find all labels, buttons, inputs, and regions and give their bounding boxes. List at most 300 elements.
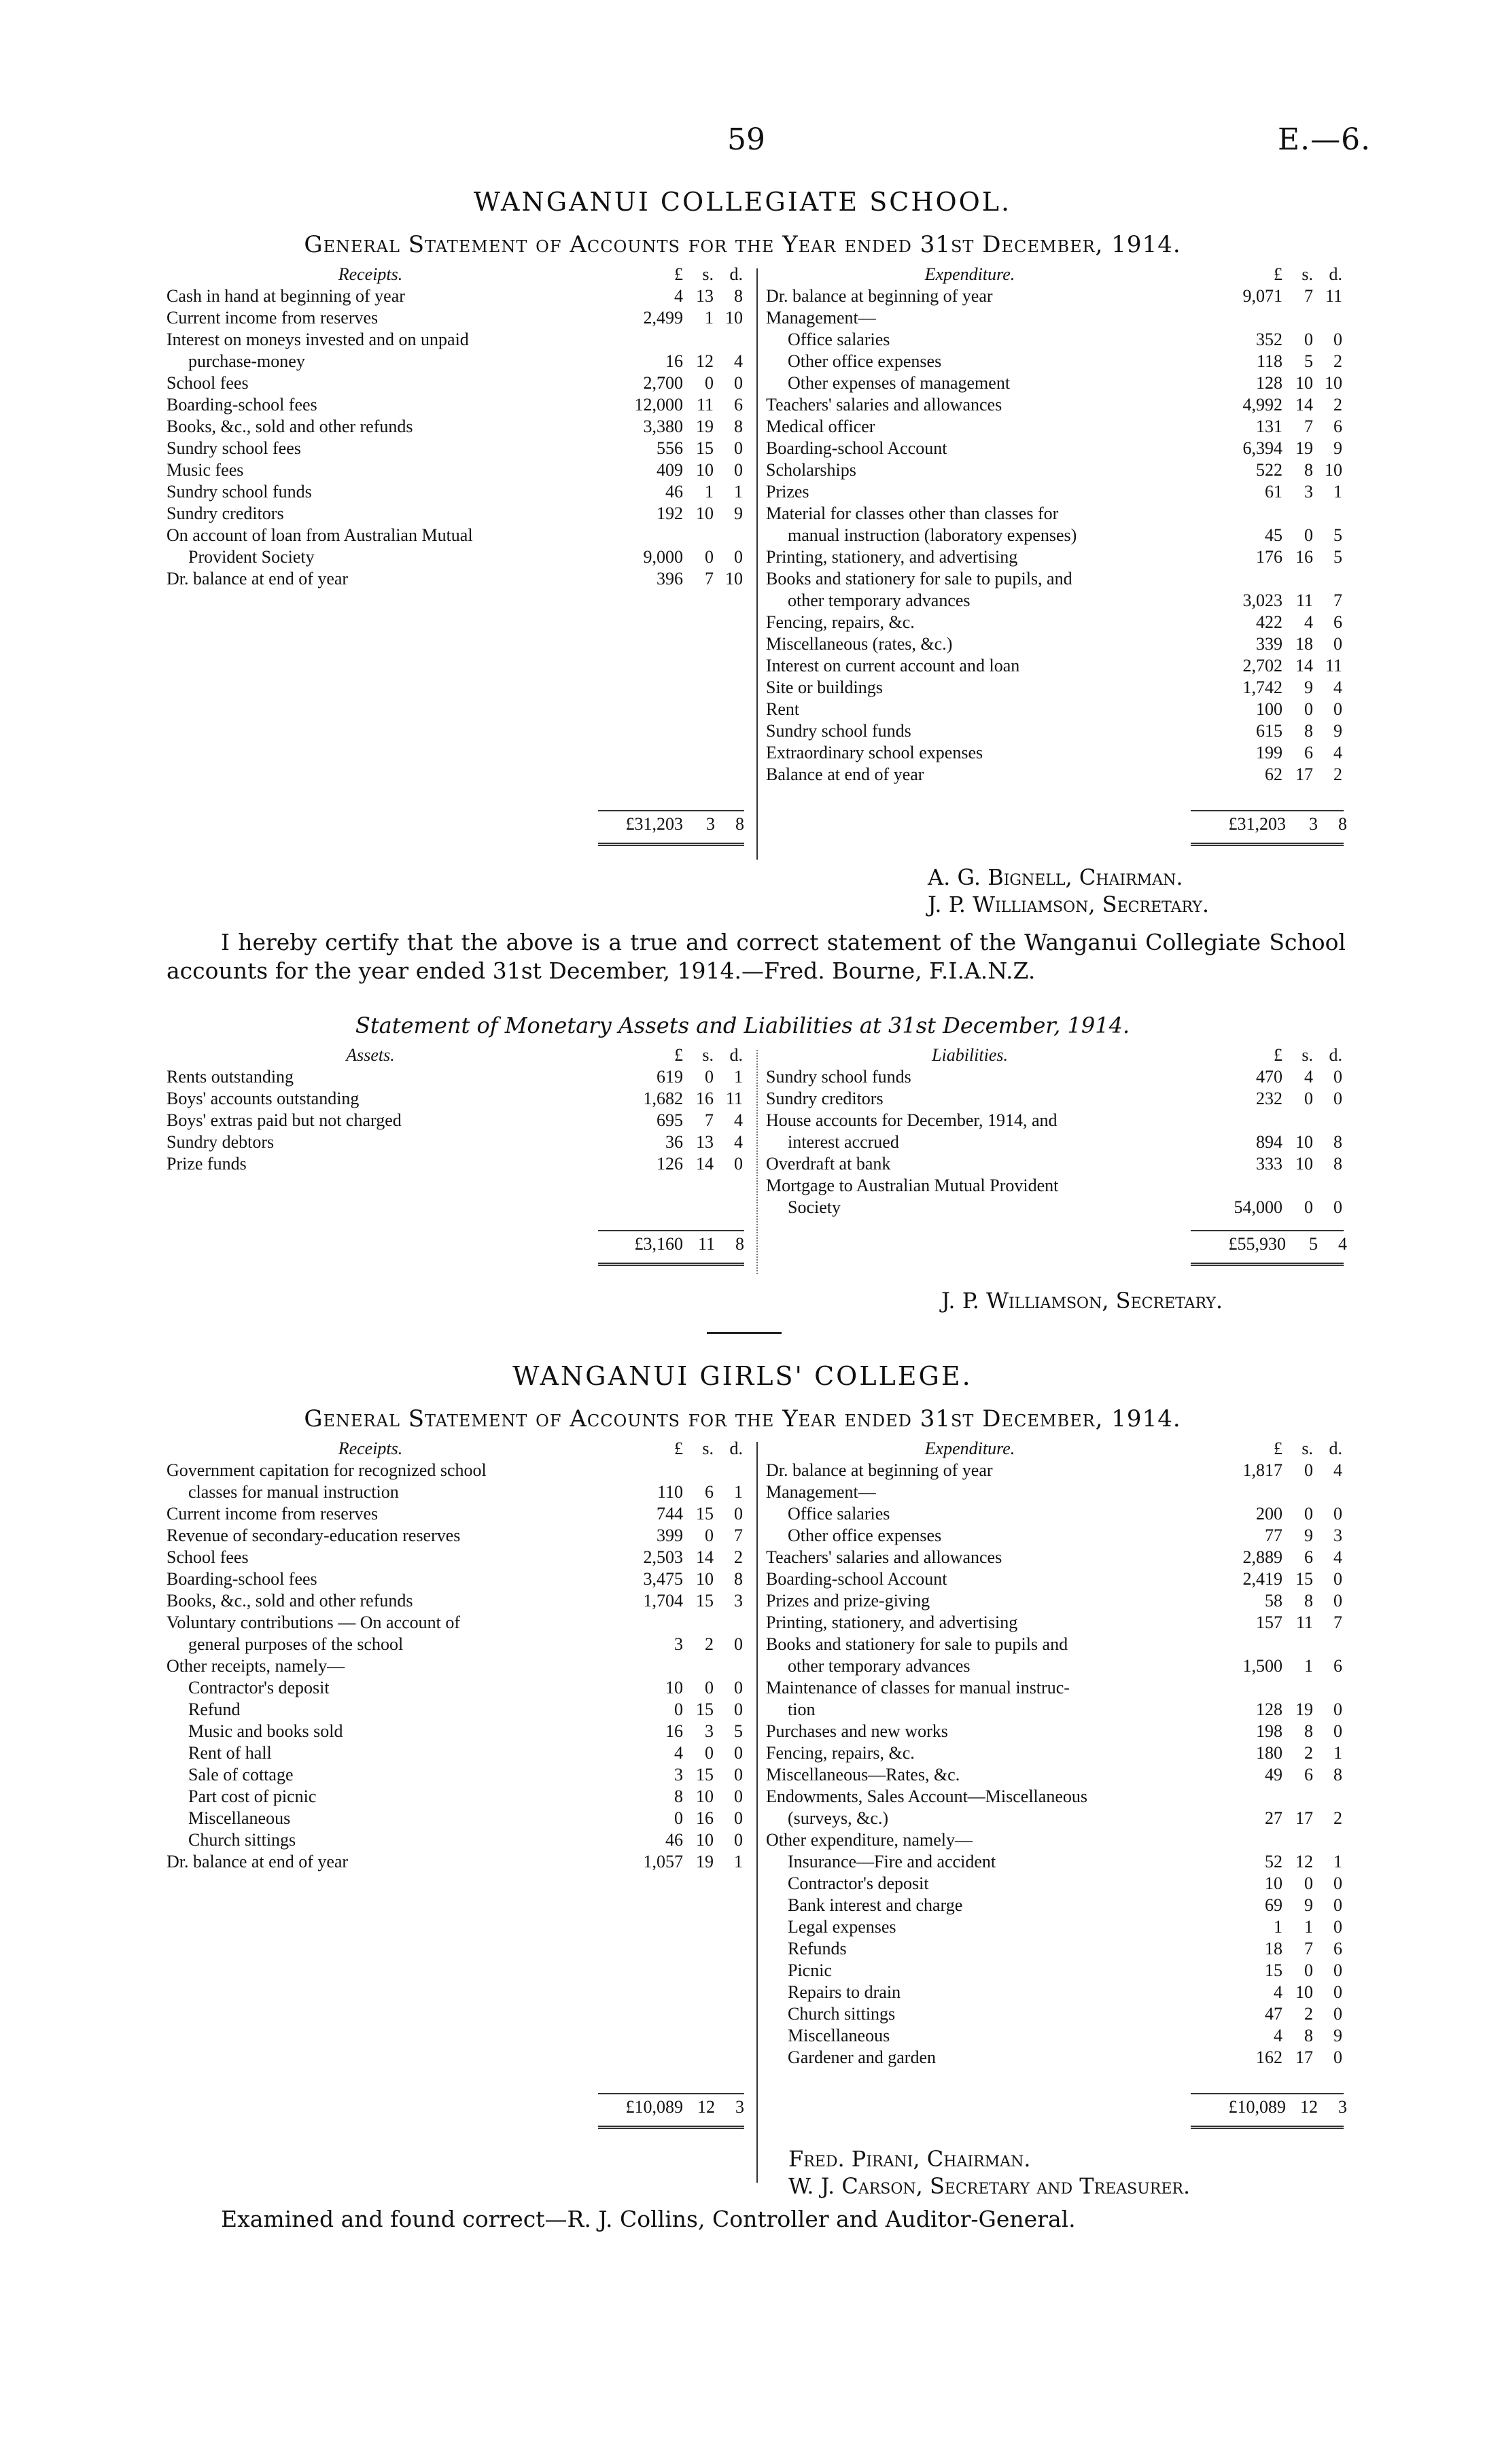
account-label: Miscellaneous (rates, &c.) (766, 634, 953, 654)
amount-l: 2,700 (643, 373, 683, 393)
school1-receipts-rule (598, 810, 744, 811)
account-label: Books and stationery for sale to pupils and (766, 1634, 1068, 1654)
account-row (167, 438, 748, 459)
amount-l: 52 (1265, 1852, 1282, 1871)
amount-s: 11 (1295, 591, 1313, 610)
amount-d: 10 (1325, 373, 1342, 393)
amount-s: 0 (705, 373, 714, 393)
account-label: Prizes and prize-giving (766, 1591, 930, 1611)
column-header-row (766, 1438, 1347, 1460)
account-label: Boarding-school Account (766, 1569, 947, 1589)
amount-d: 4 (734, 1132, 743, 1152)
amount-d: 4 (1333, 743, 1342, 762)
account-label: purchase-money (188, 351, 305, 371)
amount-d: 9 (734, 504, 743, 523)
amount-d: 10 (725, 308, 743, 328)
account-label: Interest on moneys invested and on unpaid (167, 330, 469, 349)
account-label: Contractor's deposit (788, 1873, 929, 1893)
account-label: Site or buildings (766, 677, 883, 697)
amount-s: 0 (1304, 1960, 1313, 1980)
amount-d: 0 (1333, 1067, 1342, 1087)
account-label: manual instruction (laboratory expenses) (788, 525, 1077, 545)
liabilities-rule (1191, 1230, 1344, 1231)
account-row (167, 1525, 748, 1547)
amount-d: 0 (734, 1765, 743, 1784)
amount-d: 0 (734, 547, 743, 567)
amount-d: 8 (734, 1569, 743, 1589)
account-row (167, 546, 748, 568)
account-label: Society (788, 1197, 841, 1217)
account-label: Printing, stationery, and advertising (766, 547, 1018, 567)
amount-d: 0 (1333, 1089, 1342, 1108)
amount-l: 157 (1256, 1613, 1282, 1632)
amount-l: 1 (1274, 1917, 1282, 1937)
amount-s: 1 (705, 308, 714, 328)
amount-s: 7 (1304, 417, 1313, 436)
account-row (766, 1873, 1347, 1895)
account-label: Dr. balance at end of year (167, 569, 349, 588)
account-row (766, 372, 1347, 394)
amount-d: 5 (1333, 547, 1342, 567)
total-s: 12 (697, 2097, 715, 2117)
amount-d: 1 (734, 482, 743, 501)
amount-s: 9 (1304, 1895, 1313, 1915)
col-l-header: £ (1274, 264, 1282, 284)
account-label: Miscellaneous (788, 2026, 890, 2045)
amount-d: 5 (734, 1721, 743, 1741)
column-header: Liabilities. (932, 1045, 1008, 1065)
account-label: other temporary advances (788, 591, 971, 610)
amount-l: 36 (665, 1132, 683, 1152)
amount-d: 0 (1333, 1917, 1342, 1937)
amount-d: 1 (1333, 482, 1342, 501)
account-row (766, 1764, 1347, 1786)
account-row (167, 459, 748, 481)
amount-l: 27 (1265, 1808, 1282, 1828)
amount-d: 0 (734, 1678, 743, 1697)
account-row (766, 1742, 1347, 1764)
amount-s: 6 (705, 1482, 714, 1502)
total-l: £3,160 (634, 1234, 683, 1254)
amount-s: 7 (1304, 1939, 1313, 1958)
account-row (167, 1742, 748, 1764)
amount-d: 0 (734, 1787, 743, 1806)
amount-d: 8 (1333, 1154, 1342, 1174)
account-label: Interest on current account and loan (766, 656, 1020, 675)
amount-s: 8 (1304, 2026, 1313, 2045)
col-l-header: £ (1274, 1439, 1282, 1458)
total-d: 3 (735, 2097, 744, 2117)
page-number: 59 (727, 122, 765, 157)
amount-d: 0 (1333, 1569, 1342, 1589)
account-row (766, 1808, 1347, 1829)
amount-s: 14 (696, 1547, 714, 1567)
amount-l: 199 (1256, 743, 1282, 762)
account-row (766, 677, 1347, 699)
school2-expenditure-rule (1191, 2093, 1344, 2094)
amount-s: 6 (1304, 1547, 1313, 1567)
account-row (766, 1960, 1347, 1982)
amount-s: 10 (696, 504, 714, 523)
amount-s: 8 (1304, 460, 1313, 480)
amount-l: 4 (674, 1743, 683, 1763)
account-label: House accounts for December, 1914, and (766, 1110, 1058, 1130)
school2-examined: Examined and found correct—R. J. Collins, Controller and Auditor-General. (221, 2206, 1076, 2232)
account-row (167, 1634, 748, 1655)
amount-s: 0 (1304, 1460, 1313, 1480)
account-row (766, 416, 1347, 438)
col-d-header: d. (729, 1045, 743, 1065)
account-row (167, 1699, 748, 1721)
amount-d: 9 (1333, 438, 1342, 458)
section-divider (707, 1332, 782, 1334)
amount-d: 7 (734, 1526, 743, 1545)
column-header-row (167, 1044, 748, 1066)
account-row (766, 1829, 1347, 1851)
account-label: Sundry school funds (766, 1067, 911, 1087)
account-label: Sundry school funds (766, 721, 911, 741)
account-row (167, 525, 748, 546)
amount-s: 10 (696, 1830, 714, 1850)
assets-title: Statement of Monetary Assets and Liabilities at 31st December, 1914. (355, 1013, 1130, 1038)
column-header: Expenditure. (924, 264, 1015, 284)
amount-s: 8 (1304, 721, 1313, 741)
amount-d: 10 (725, 569, 743, 588)
account-label: Scholarships (766, 460, 856, 480)
total-s: 3 (1309, 814, 1318, 834)
amount-l: 126 (657, 1154, 683, 1174)
amount-l: 2,503 (643, 1547, 683, 1567)
amount-d: 0 (1333, 699, 1342, 719)
amount-l: 62 (1265, 764, 1282, 784)
account-label: Refund (188, 1700, 241, 1719)
account-label: Material for classes other than classes for (766, 504, 1059, 523)
col-s-header: s. (702, 1045, 714, 1065)
amount-l: 3,475 (643, 1569, 683, 1589)
amount-s: 4 (1304, 1067, 1313, 1087)
amount-d: 3 (1333, 1526, 1342, 1545)
account-label: Overdraft at bank (766, 1154, 891, 1174)
account-label: Rents outstanding (167, 1067, 294, 1087)
total-d: 4 (1338, 1234, 1347, 1254)
account-row (766, 438, 1347, 459)
account-label: Prizes (766, 482, 809, 501)
amount-s: 2 (705, 1634, 714, 1654)
amount-s: 17 (1295, 2047, 1313, 2067)
amount-d: 0 (734, 1743, 743, 1763)
amount-d: 8 (734, 286, 743, 306)
account-label: Refunds (788, 1939, 847, 1958)
account-label: Books, &c., sold and other refunds (167, 417, 413, 436)
account-row (766, 1612, 1347, 1634)
account-row (766, 764, 1347, 786)
school1-receipts-double-rule (598, 843, 744, 846)
account-label: Books and stationery for sale to pupils, and (766, 569, 1072, 588)
amount-l: 192 (657, 504, 683, 523)
account-label: Sale of cottage (188, 1765, 294, 1784)
account-label: Mortgage to Australian Mutual Provident (766, 1176, 1059, 1195)
amount-l: 12,000 (634, 395, 683, 415)
account-row (766, 1481, 1347, 1503)
amount-d: 4 (734, 1110, 743, 1130)
amount-l: 396 (657, 569, 683, 588)
amount-l: 1,500 (1242, 1656, 1282, 1676)
amount-s: 19 (1295, 1700, 1313, 1719)
amount-d: 2 (1333, 395, 1342, 415)
amount-d: 0 (1333, 330, 1342, 349)
amount-s: 15 (696, 438, 714, 458)
column-header: Receipts. (338, 264, 403, 284)
account-row (766, 459, 1347, 481)
amount-s: 11 (1295, 1613, 1313, 1632)
assets-divider (756, 1050, 758, 1274)
assets-double-rule (598, 1263, 744, 1266)
amount-l: 470 (1256, 1067, 1282, 1087)
amount-l: 615 (1256, 721, 1282, 741)
account-row (167, 1721, 748, 1742)
amount-s: 19 (696, 1852, 714, 1871)
amount-s: 17 (1295, 1808, 1313, 1828)
account-row (766, 720, 1347, 742)
account-row (766, 1088, 1347, 1110)
amount-s: 3 (1304, 482, 1313, 501)
account-label: Dr. balance at beginning of year (766, 286, 993, 306)
amount-s: 0 (1304, 330, 1313, 349)
amount-s: 0 (705, 1526, 714, 1545)
account-label: interest accrued (788, 1132, 899, 1152)
amount-d: 4 (734, 351, 743, 371)
amount-s: 0 (1304, 1089, 1313, 1108)
amount-l: 46 (665, 1830, 683, 1850)
amount-l: 0 (674, 1808, 683, 1828)
amount-l: 744 (657, 1504, 683, 1524)
account-row (766, 1503, 1347, 1525)
account-row (167, 394, 748, 416)
account-label: Sundry school fees (167, 438, 301, 458)
account-row (766, 285, 1347, 307)
amount-s: 15 (696, 1765, 714, 1784)
amount-s: 14 (1295, 656, 1313, 675)
column-header-row (167, 264, 748, 285)
account-label: Sundry creditors (167, 504, 284, 523)
school1-certificate: I hereby certify that the above is a true and correct statement of the Wanganui Collegiate School accounts for the year ended 31st December, 1914.—Fred. Bourne, F.I.A.N.Z. (167, 929, 1346, 984)
amount-l: 176 (1256, 547, 1282, 567)
school2-receipts (167, 1438, 748, 1873)
school1-chairman-sign: A. G. Bignell, Chairman. (928, 864, 1183, 890)
amount-d: 8 (1333, 1765, 1342, 1784)
amount-l: 8 (674, 1787, 683, 1806)
account-row (766, 1568, 1347, 1590)
col-l-header: £ (674, 1439, 683, 1458)
amount-s: 1 (1304, 1656, 1313, 1676)
amount-l: 3,380 (643, 417, 683, 436)
amount-s: 0 (1304, 1873, 1313, 1893)
amount-d: 5 (1333, 525, 1342, 545)
amount-l: 333 (1256, 1154, 1282, 1174)
account-row (167, 1547, 748, 1568)
account-label: Boarding-school Account (766, 438, 947, 458)
account-label: (surveys, &c.) (788, 1808, 889, 1828)
col-d-header: d. (1329, 1045, 1342, 1065)
account-row (766, 1175, 1347, 1197)
account-row (167, 1851, 748, 1873)
amount-s: 10 (1295, 1132, 1313, 1152)
amount-l: 49 (1265, 1765, 1282, 1784)
amount-d: 0 (734, 1808, 743, 1828)
account-row (766, 1131, 1347, 1153)
amount-s: 1 (705, 482, 714, 501)
account-label: general purposes of the school (188, 1634, 404, 1654)
account-row (167, 1131, 748, 1153)
amount-s: 19 (696, 417, 714, 436)
amount-l: 352 (1256, 330, 1282, 349)
column-header: Assets. (346, 1045, 395, 1065)
account-row (766, 1938, 1347, 1960)
school2-expenditure (766, 1438, 1347, 2069)
amount-d: 0 (734, 460, 743, 480)
amount-s: 10 (696, 1787, 714, 1806)
amount-s: 8 (1304, 1591, 1313, 1611)
amount-s: 7 (705, 1110, 714, 1130)
amount-s: 12 (1295, 1852, 1313, 1871)
amount-s: 10 (696, 460, 714, 480)
amount-l: 2,702 (1242, 656, 1282, 675)
amount-s: 16 (1295, 547, 1313, 567)
amount-l: 180 (1256, 1743, 1282, 1763)
assets-rule (598, 1230, 744, 1231)
amount-l: 894 (1256, 1132, 1282, 1152)
amount-l: 1,057 (643, 1852, 683, 1871)
total-d: 8 (735, 814, 744, 834)
account-label: Endowments, Sales Account—Miscellaneous (766, 1787, 1087, 1806)
account-row (766, 1460, 1347, 1481)
account-row (167, 1088, 748, 1110)
account-label: Sundry debtors (167, 1132, 275, 1152)
amount-s: 10 (1295, 1154, 1313, 1174)
account-label: School fees (167, 373, 249, 393)
amount-d: 4 (1333, 1547, 1342, 1567)
amount-l: 0 (674, 1700, 683, 1719)
amount-l: 3 (674, 1765, 683, 1784)
total-l: £10,089 (625, 2097, 683, 2117)
amount-l: 15 (1265, 1960, 1282, 1980)
amount-s: 5 (1304, 351, 1313, 371)
account-row (766, 2025, 1347, 2047)
account-row (167, 351, 748, 372)
amount-s: 11 (696, 395, 714, 415)
amount-d: 6 (1333, 612, 1342, 632)
account-row (167, 285, 748, 307)
amount-d: 4 (1333, 677, 1342, 697)
amount-l: 69 (1265, 1895, 1282, 1915)
account-label: Balance at end of year (766, 764, 924, 784)
col-l-header: £ (674, 264, 683, 284)
amount-l: 162 (1256, 2047, 1282, 2067)
account-row (766, 351, 1347, 372)
account-row (167, 1110, 748, 1131)
account-row (167, 1568, 748, 1590)
amount-s: 0 (705, 1067, 714, 1087)
amount-d: 0 (1333, 1197, 1342, 1217)
account-label: Other office expenses (788, 351, 942, 371)
account-label: Repairs to drain (788, 1982, 901, 2002)
col-l-header: £ (674, 1045, 683, 1065)
amount-s: 4 (1304, 612, 1313, 632)
amount-d: 0 (734, 1154, 743, 1174)
amount-d: 6 (1333, 417, 1342, 436)
school2-secretary-sign: W. J. Carson, Secretary and Treasurer. (788, 2173, 1191, 2199)
account-label: Cash in hand at beginning of year (167, 286, 405, 306)
amount-s: 0 (705, 1743, 714, 1763)
account-row (766, 1634, 1347, 1655)
account-label: Boys' extras paid but not charged (167, 1110, 402, 1130)
amount-s: 15 (696, 1700, 714, 1719)
amount-l: 1,682 (643, 1089, 683, 1108)
amount-l: 619 (657, 1067, 683, 1087)
account-row (167, 1808, 748, 1829)
column-header-row (167, 1438, 748, 1460)
account-label: Other expenses of management (788, 373, 1011, 393)
account-row (766, 1786, 1347, 1808)
amount-d: 0 (1333, 2047, 1342, 2067)
account-label: Other receipts, namely— (167, 1656, 345, 1676)
amount-d: 4 (1333, 1460, 1342, 1480)
amount-s: 9 (1304, 1526, 1313, 1545)
amount-l: 4 (674, 286, 683, 306)
account-label: School fees (167, 1547, 249, 1567)
col-d-header: d. (729, 264, 743, 284)
account-label: Church sittings (188, 1830, 296, 1850)
amount-d: 0 (1333, 1504, 1342, 1524)
account-row (766, 742, 1347, 764)
amount-l: 1,742 (1242, 677, 1282, 697)
amount-l: 46 (665, 482, 683, 501)
account-row (766, 633, 1347, 655)
school1-receipts (167, 264, 748, 590)
amount-d: 0 (734, 1504, 743, 1524)
liabilities-panel (766, 1044, 1347, 1218)
amount-s: 15 (696, 1591, 714, 1611)
total-l: £31,203 (625, 814, 683, 834)
amount-l: 16 (665, 1721, 683, 1741)
total-d: 8 (735, 1234, 744, 1254)
account-row (167, 1786, 748, 1808)
account-row (766, 590, 1347, 612)
amount-l: 16 (665, 351, 683, 371)
amount-l: 9,071 (1242, 286, 1282, 306)
amount-l: 128 (1256, 1700, 1282, 1719)
total-l: £55,930 (1228, 1234, 1286, 1254)
amount-l: 110 (657, 1482, 683, 1502)
amount-s: 18 (1295, 634, 1313, 654)
amount-s: 6 (1304, 743, 1313, 762)
amount-s: 15 (1295, 1569, 1313, 1589)
amount-l: 1,817 (1242, 1460, 1282, 1480)
amount-s: 0 (705, 547, 714, 567)
liabilities-double-rule (1191, 1263, 1344, 1266)
account-row (766, 1699, 1347, 1721)
school2-divider (756, 1442, 758, 2183)
account-row (766, 1655, 1347, 1677)
amount-d: 6 (734, 395, 743, 415)
amount-d: 3 (734, 1591, 743, 1611)
total-s: 12 (1300, 2097, 1318, 2117)
amount-l: 6,394 (1242, 438, 1282, 458)
account-label: Sundry school funds (167, 482, 312, 501)
amount-d: 6 (1333, 1939, 1342, 1958)
amount-s: 0 (1304, 525, 1313, 545)
amount-l: 18 (1265, 1939, 1282, 1958)
